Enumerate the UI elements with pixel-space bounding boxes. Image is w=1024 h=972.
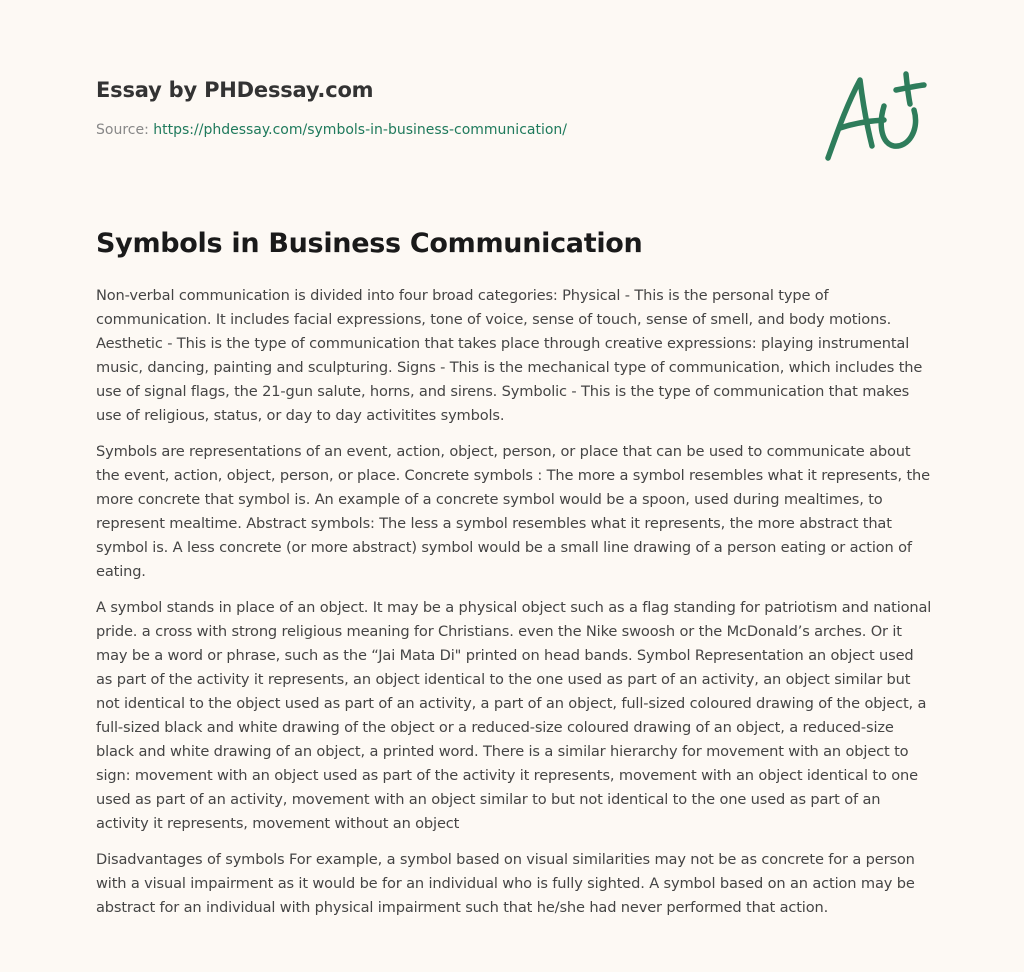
a-plus-grade-icon <box>822 66 932 166</box>
essay-paragraph: Disadvantages of symbols For example, a symbol based on visual similarities may not be as concrete for a person with a visual impairment as it would be for an individual who is fully sighted. A symbol based on an action may be abstract for an individual with physical impairment such that he/she had never performed that action. <box>96 851 915 916</box>
source-line <box>96 120 796 140</box>
essay-paragraph: Symbols are representations of an event, action, object, person, or place that can be used to communicate about the event, action, object, person, or place. Concrete symbols : The more a symbol resembles what it represents, the more concrete that symbol is. An example of a concrete symbol would be a spoon, used during mealtimes, to represent mealtime. Abstract symbols: The less a symbol resembles what it represents, the more abstract that symbol is. A less concrete (or more abstract) symbol would be a small line drawing of a person eating or action of eating. <box>96 443 930 580</box>
essay-paragraph: A symbol stands in place of an object. It may be a physical object such as a flag standing for patriotism and national pride. a cross with strong religious meaning for Christians. even the Nike swoosh or the McDonald’s arches. Or it may be a word or phrase, such as the “Jai Mata Di" printed on head bands. Symbol Representation an object used as part of the activity it represents, an object identical to the one used as part of an activity, an object similar but not identical to the object used as part of an activity, a part of an object, full-sized coloured drawing of the object, a full-sized black and white drawing of the object or a reduced-size coloured drawing of an object, a reduced-size black and white drawing of an object, a printed word. There is a similar hierarchy for movement with an object to sign: movement with an object used as part of the activity it represents, movement with an object identical to one used as part of an activity, movement with an object similar to but not identical to the one used as part of an activity it represents, movement without an object <box>96 599 932 832</box>
essay-paragraph: Non-verbal communication is divided into four broad categories: Physical - This is the personal type of communication. It includes facial expressions, tone of voice, sense of touch, sense of smell, and body motions. Aesthetic - This is the type of communication that takes place through creative expressions: playing instrumental music, dancing, painting and sculpturing. Signs - This is the mechanical type of communication, which includes the use of signal flags, the 21-gun salute, horns, and sirens. Symbolic - This is the type of communication that makes use of religious, status, or day to day activitites symbols. <box>96 287 923 424</box>
site-title: Essay by PHDessay.com <box>96 78 374 102</box>
essay-title: Symbols in Business Communication <box>96 228 643 259</box>
essay-body <box>96 284 932 932</box>
source-link[interactable]: https://phdessay.com/symbols-in-business-communication/ <box>153 122 568 138</box>
page-header <box>96 74 796 140</box>
source-label: Source: <box>96 122 149 138</box>
